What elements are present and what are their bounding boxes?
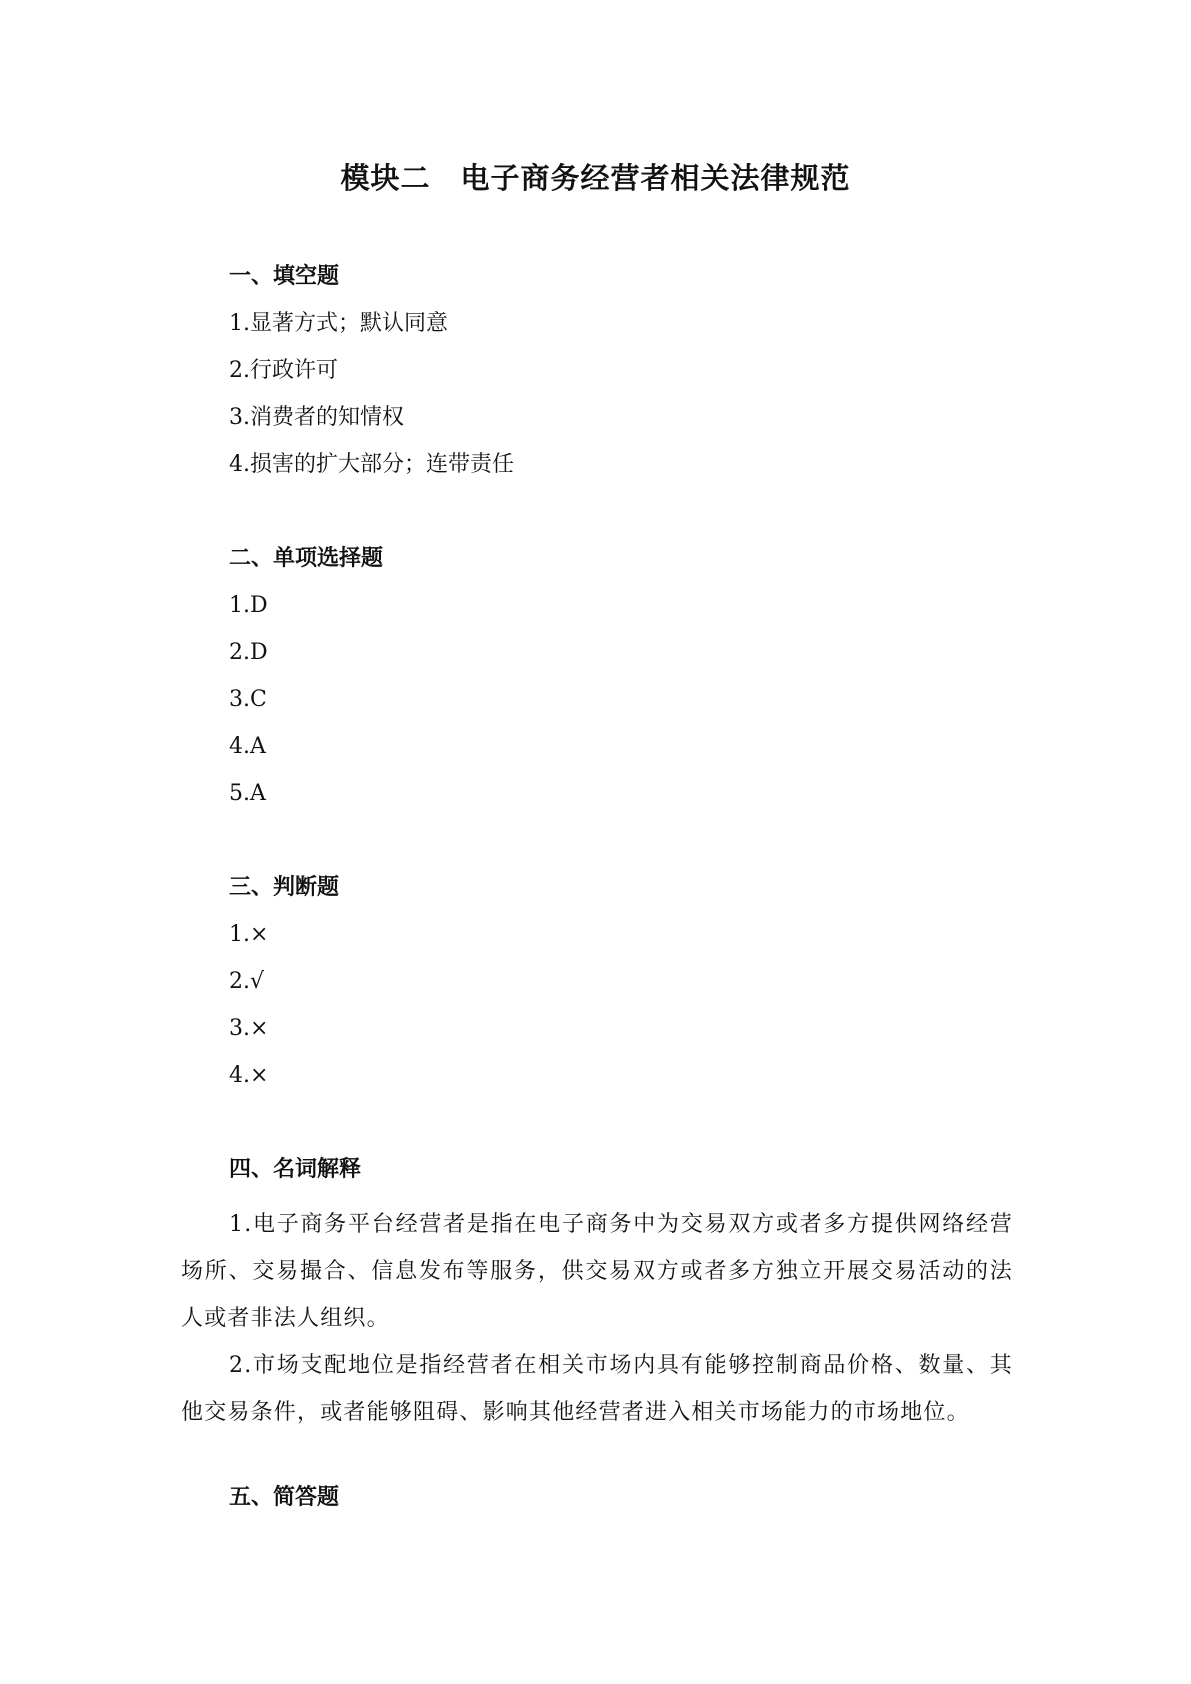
answer-item: 2.D (229, 640, 268, 665)
section-heading: 二、单项选择题 (229, 546, 384, 571)
definition-paragraph: 2.市场支配地位是指经营者在相关市场内具有能够控制商品价格、数量、其他交易条件，或者能够阻碍、影响其他经营者进入相关市场能力的市场地位。 (181, 1353, 1013, 1425)
document-title: 模块二 电子商务经营者相关法律规范 (340, 161, 851, 195)
answer-item: 1.D (229, 593, 268, 618)
answer-item: 5.A (229, 781, 266, 806)
section-heading: 一、填空题 (229, 264, 340, 289)
answer-item: 3.C (229, 687, 267, 712)
answer-item: 3.× (229, 1016, 269, 1041)
section-fill-in-blank (229, 261, 1049, 496)
section-single-choice (229, 543, 1049, 825)
answer-item: 1.× (229, 922, 269, 947)
answer-item: 2.行政许可 (229, 358, 338, 383)
answer-item: 4.× (229, 1063, 269, 1088)
answer-item: 4.A (229, 734, 266, 759)
definition-paragraph: 1.电子商务平台经营者是指在电子商务中为交易双方或者多方提供网络经营场所、交易撮合、信息发布等服务，供交易双方或者多方独立开展交易活动的法人或者非法人组织。 (181, 1212, 1013, 1331)
answer-item: 3.消费者的知情权 (229, 405, 404, 430)
section-heading: 五、简答题 (229, 1485, 340, 1510)
answer-item: 1.显著方式；默认同意 (229, 311, 448, 336)
answer-item: 2.√ (229, 969, 265, 994)
section-term-definitions (181, 1154, 1013, 1436)
section-true-false (229, 872, 1049, 1107)
section-short-answer (229, 1482, 1049, 1529)
section-heading: 三、判断题 (229, 875, 340, 900)
answer-item: 4.损害的扩大部分；连带责任 (229, 452, 514, 477)
section-heading: 四、名词解释 (229, 1157, 362, 1182)
